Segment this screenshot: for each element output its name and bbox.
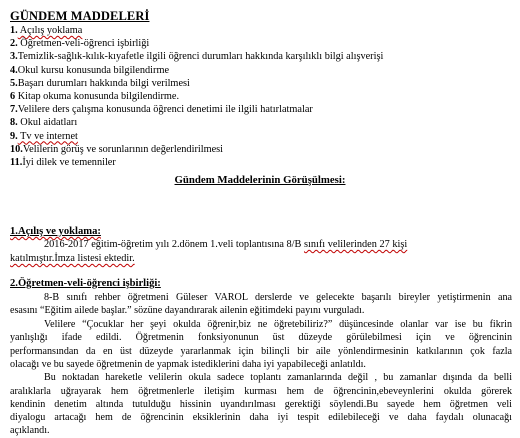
agenda-item-11	[10, 156, 383, 169]
paragraph-line: performansından da en üst düzeyde yararlanmak için bilinçli bir aile yönlendirmesinin katkılarının çok fazla	[10, 346, 512, 357]
section-1-line-1	[44, 238, 520, 252]
paragraph-line: kendinin denetim altında tutulduğu hissinin uyandırılması gerektiği söylendi.Bu sayede hem öğretmen veli	[10, 399, 512, 410]
paragraph-line: 8-B sınıfı rehber öğretmeni Güleser VAROL derslerde ve gelecekte başarılı bireyler yetiştirmenin ana	[44, 292, 512, 303]
agenda-item-text: Açılış yoklama	[17, 25, 83, 36]
agenda-item-5	[10, 77, 383, 90]
agenda-item-text: Okul kursu konusunda bilgilendirme	[17, 64, 170, 76]
agenda-item-number: 9.	[10, 130, 18, 142]
paragraph-line: diyalogu artacağı hem de öğrencinin eksiklerinin daha iyi tespit edilebileceği ve daha faydalı olunacağı	[10, 412, 512, 423]
paragraph-line: Velilere “Çocuklar her şeyi okulda öğrenir,biz ne öğretebiliriz?” düşüncesinde olanlar var ise bu fikrin	[44, 319, 512, 330]
agenda-item-text: Kitap okuma konusunda bilgilendirme.	[15, 90, 180, 102]
agenda-item-number: 8.	[10, 117, 18, 129]
agenda-item-3	[10, 50, 383, 63]
agenda-item-number: 6	[10, 90, 16, 102]
agenda-item-8	[10, 116, 383, 129]
section-2-heading: 2.Öğretmen-veli-öğrenci işbirliği:	[10, 278, 161, 289]
agenda-item-7	[10, 103, 383, 116]
agenda-item-text: Öğretmen-veli-öğrenci işbirliği	[17, 38, 150, 50]
section-1-line-1-tail: sınıfı velilerinden 27 kişi	[303, 239, 408, 250]
agenda-item-number: 7.	[10, 104, 18, 116]
agenda-item-text: Temizlik-sağlık-kılık-kıyafetle ilgili öğrenci durumları hakkında karşılıklı bilgi alışverişi	[17, 51, 384, 63]
agenda-item-number: 3.	[10, 51, 18, 63]
agenda-list	[10, 24, 383, 169]
agenda-item-text: Velilerin görüş ve sorunlarının değerlendirilmesi	[22, 143, 224, 155]
agenda-item-1	[10, 24, 383, 37]
paragraph-line: olacağı ve bu sayede öğretmenin de yapmak istediklerini daha iyi yapabileceği anlatıldı.	[10, 359, 366, 370]
agenda-item-10	[10, 143, 383, 156]
agenda-item-number: 1.	[10, 25, 18, 36]
section-1-line-2-text: katılmıştır.İmza listesi ektedir.	[10, 253, 135, 264]
agenda-item-text: İyi dilek ve temenniler	[22, 156, 116, 168]
agenda-item-text: Okul aidatları	[17, 117, 78, 129]
section-1-line-2	[10, 252, 510, 266]
agenda-item-number: 4.	[10, 64, 18, 76]
paragraph-line: aralıklarla uğrayarak hem öğretmenlerle iletişim kurması hem de öğrencinin,ebeveynlerini okulda görerek	[10, 386, 512, 397]
agenda-item-number: 5.	[10, 77, 18, 89]
discussion-title: Gündem Maddelerinin Görüşülmesi:	[174, 174, 346, 186]
agenda-item-2	[10, 37, 383, 50]
agenda-title: GÜNDEM MADDELERİ	[10, 9, 150, 23]
agenda-item-text: Velilere ders çalışma konusunda öğrenci denetimi ile ilgili hatırlatmalar	[17, 104, 313, 116]
agenda-item-number: 10.	[10, 143, 23, 155]
agenda-item-9	[10, 130, 383, 143]
paragraph-line: açıklandı.	[10, 425, 50, 436]
agenda-item-6	[10, 90, 383, 103]
agenda-item-text: Başarı durumları hakkında bilgi verilmesi	[17, 77, 190, 89]
agenda-item-4	[10, 64, 383, 77]
agenda-item-number: 11.	[10, 156, 23, 168]
paragraph-line: esasını “Eğitim ailede başlar.” sözüne dayandırarak ailenin eğitimdeki payını vurguladı.	[10, 305, 365, 316]
paragraph-line: Bu noktadan hareketle velilerin okula sadece toplantı zamanlarında değil , bu zamanlar dışında da belli	[44, 372, 512, 383]
section-1-heading	[10, 226, 101, 237]
agenda-item-number: 2.	[10, 38, 18, 50]
paragraph-line: yanlışlığı ifade edildi. Öğretmenin fonksiyonunun üst düzeyde görülebilmesi için ve öğrencinin	[10, 332, 512, 343]
section-1-heading-text: 1.Açılış ve yoklama:	[10, 226, 101, 237]
section-1-line-1-text: 2016-2017 eğitim-öğretim yılı 2.dönem 1.veli toplantısına 8/B	[44, 239, 302, 250]
agenda-item-text: Tv ve internet	[17, 130, 78, 142]
